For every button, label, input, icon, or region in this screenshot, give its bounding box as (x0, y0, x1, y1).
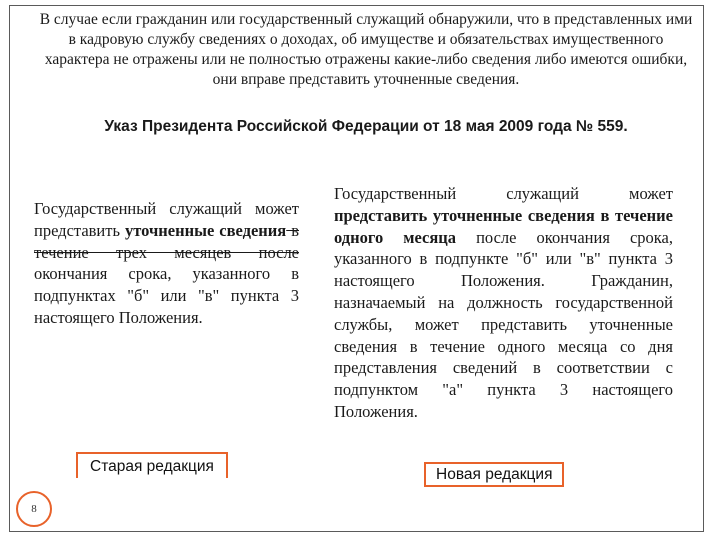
old-text-bold: уточненные сведения (124, 220, 287, 240)
intro-paragraph: В случае если гражданин или государственный служащий обнаружили, что в представленных ими в кадровую службу сведениях о доходах, об имуществе и обязательствах имущественного характера не отражены или не полностью отражены какие-либо сведения либо имеются ошибки, они вправе представить уточненные сведения. (39, 11, 693, 88)
decree-reference: Указ Президента Российской Федерации от 18 мая 2009 года № 559. (104, 118, 628, 135)
old-text-end: окончания срока, указанного в подпунктах "б" или "в" пункта 3 настоящего Положения. (34, 264, 299, 327)
old-text-start: Государственный служащий может представить (34, 199, 299, 240)
new-edition-label: Новая редакция (424, 462, 564, 487)
old-edition-label: Старая редакция (76, 452, 228, 478)
page-number-badge (16, 491, 52, 527)
old-edition-text (34, 198, 299, 329)
new-edition-text (334, 183, 673, 423)
new-text-bold: представить уточненные сведения в течение одного месяца (334, 205, 673, 247)
new-text-end: после окончания срока, указанного в подпункте "б" или "в" пункта 3 настоящего Положения. Гражданин, назначаемый на должность государственной службы, может представить уточненные сведения в течение одного месяца со дня представления сведений в соответствии с подпунктом "а" пункта 3 настоящего Положения. (334, 227, 674, 421)
page-number: 8 (31, 503, 37, 515)
old-text-struck: в течение трех месяцев после (34, 220, 299, 262)
new-text-start: Государственный служащий может (334, 184, 673, 203)
